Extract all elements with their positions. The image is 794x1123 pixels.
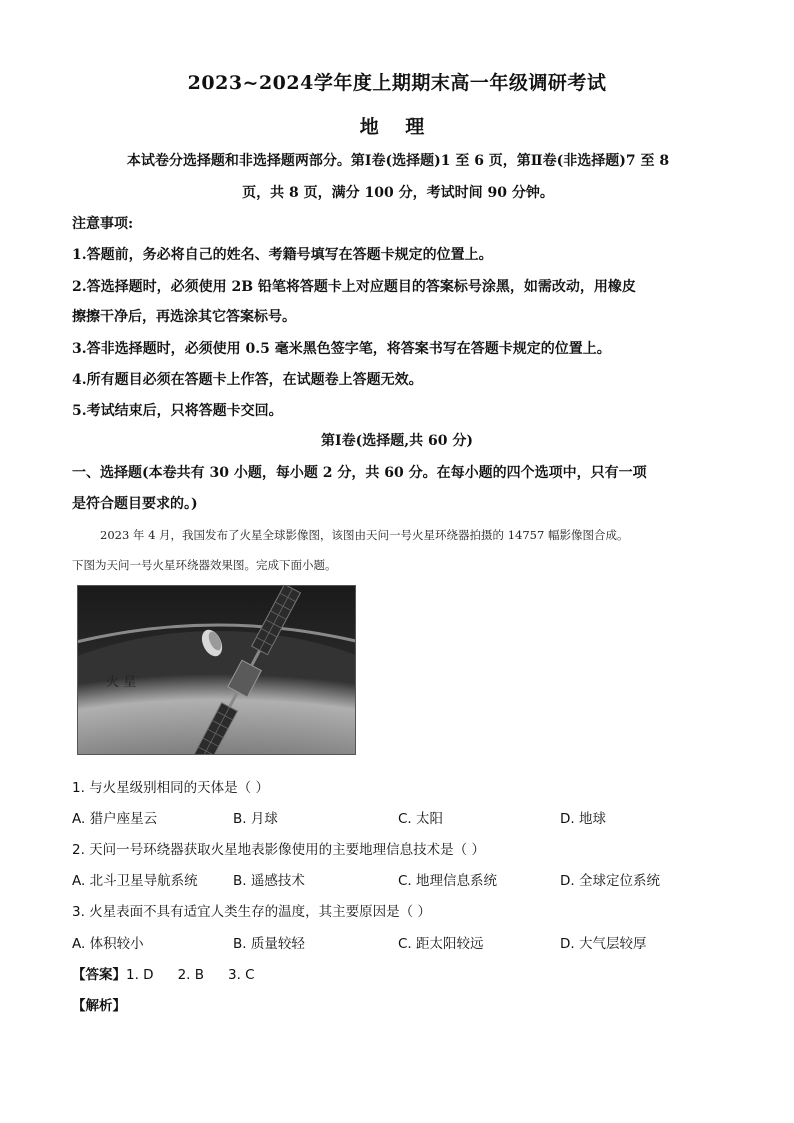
notice-item: 5.考试结束后，只将答题卡交回。 <box>72 403 283 419</box>
question-3-option-c[interactable]: C. 距太阳较远 <box>398 936 484 952</box>
section-instruction-line-2: 是符合题目要求的。) <box>72 496 198 512</box>
question-stem-line-1: 2023 年 4 月，我国发布了火星全球影像图，该图由天问一号火星环绕器拍摄的 14757 幅影像图合成。 <box>100 528 629 542</box>
answer-value: 3. C <box>228 967 255 983</box>
notice-heading: 注意事项: <box>72 216 134 232</box>
question-stem-line-2: 下图为天问一号火星环绕器效果图。完成下面小题。 <box>72 558 337 572</box>
answer-line <box>72 963 255 983</box>
mars-orbiter-illustration <box>78 586 355 754</box>
notice-item: 擦擦干净后，再选涂其它答案标号。 <box>72 309 296 325</box>
notice-item: 3.答非选择题时，必须使用 0.5 毫米黑色签字笔，将答案书写在答题卡规定的位置上。 <box>72 341 611 357</box>
answer-tag: 【答案】 <box>72 967 126 983</box>
question-3-option-a[interactable]: A. 体积较小 <box>72 936 144 952</box>
subject-title: 地 理 <box>359 116 435 138</box>
notice-item: 2.答选择题时，必须使用 2B 铅笔将答题卡上对应题目的答案标号涂黑，如需改动，用橡皮 <box>72 279 636 295</box>
question-1-text: 1. 与火星级别相同的天体是（ ） <box>72 780 269 796</box>
question-2-option-b[interactable]: B. 遥感技术 <box>233 873 305 889</box>
exam-title: 2023~2024学年度上期期末高一年级调研考试 <box>187 72 607 94</box>
notice-item: 1.答题前，务必将自己的姓名、考籍号填写在答题卡规定的位置上。 <box>72 247 493 263</box>
mars-orbiter-figure <box>77 585 356 755</box>
question-1-option-b[interactable]: B. 月球 <box>233 811 278 827</box>
question-1-option-d[interactable]: D. 地球 <box>560 811 606 827</box>
question-2-option-c[interactable]: C. 地理信息系统 <box>398 873 498 889</box>
analysis-line <box>72 994 126 1014</box>
answer-value: 2. B <box>177 967 205 983</box>
question-3-text: 3. 火星表面不具有适宜人类生存的温度，其主要原因是（ ） <box>72 904 431 920</box>
intro-line-2: 页，共 8 页，满分 100 分，考试时间 90 分钟。 <box>242 185 554 201</box>
section-heading: 第Ⅰ卷(选择题,共 60 分) <box>321 433 473 449</box>
question-3-option-d[interactable]: D. 大气层较厚 <box>560 936 647 952</box>
question-2-option-a[interactable]: A. 北斗卫星导航系统 <box>72 873 198 889</box>
analysis-tag: 【解析】 <box>72 998 126 1014</box>
question-2-option-d[interactable]: D. 全球定位系统 <box>560 873 660 889</box>
question-1-option-a[interactable]: A. 猎户座星云 <box>72 811 158 827</box>
notice-item: 4.所有题目必须在答题卡上作答，在试题卷上答题无效。 <box>72 372 423 388</box>
question-1-option-c[interactable]: C. 太阳 <box>398 811 444 827</box>
question-3-option-b[interactable]: B. 质量较轻 <box>233 936 305 952</box>
answer-value: 1. D <box>126 967 154 983</box>
figure-label: 火 星 <box>106 675 137 690</box>
intro-line-1: 本试卷分选择题和非选择题两部分。第Ⅰ卷(选择题)1 至 6 页，第Ⅱ卷(非选择题)7 至 8 <box>126 153 670 169</box>
section-instruction-line-1: 一、选择题(本卷共有 30 小题，每小题 2 分，共 60 分。在每小题的四个选项中，只有一项 <box>72 465 647 481</box>
question-2-text: 2. 天问一号环绕器获取火星地表影像使用的主要地理信息技术是（ ） <box>72 842 485 858</box>
